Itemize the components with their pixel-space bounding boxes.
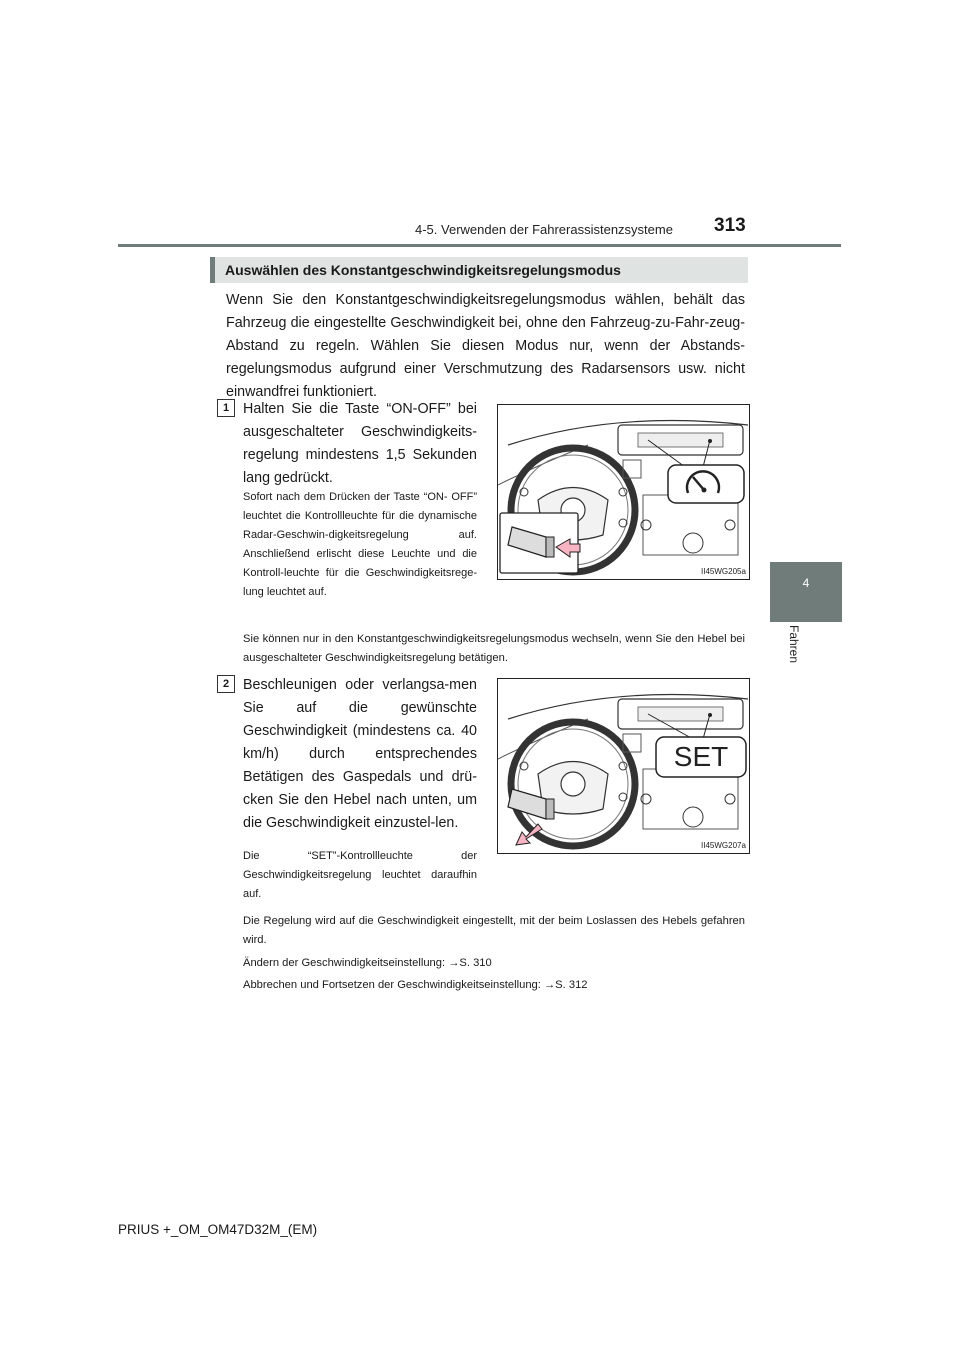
set-callout-text: SET — [673, 741, 729, 772]
step-2-after-note-1: Die Regelung wird auf die Geschwindigkeit eingestellt, mit der beim Loslassen des Hebels gefahren wird. — [243, 915, 745, 946]
step-1-after-note: Sie können nur in den Konstantgeschwindigkeitsregelungsmodus wechseln, wenn Sie den Hebel bei ausgeschalteter Geschwindigkeitsregelung betätigen. — [243, 633, 745, 664]
page-number: 313 — [714, 215, 746, 236]
step-2-note: Die “SET”-Kontrollleuchte der Geschwindigkeitsregelung leuchtet daraufhin auf. — [243, 850, 477, 900]
chapter-tab — [770, 562, 842, 622]
step-2-after-note-2: Ändern der Geschwindigkeitseinstellung: →S. 310 — [243, 957, 492, 969]
dashboard-illustration-1 — [498, 405, 749, 579]
chapter-tab-label: Fahren — [787, 625, 801, 664]
step-1-text: Halten Sie die Taste “ON-OFF” bei ausgeschalteter Geschwindigkeits-regelung mindestens 1,5 Sekunden lang gedrückt. — [243, 401, 477, 486]
step-number-1: 1 — [217, 399, 235, 417]
dashboard-illustration-2 — [498, 679, 749, 853]
running-header-section: 4-5. Verwenden der Fahrerassistenzsysteme — [415, 222, 673, 237]
header-rule — [118, 244, 841, 247]
step-number-2: 2 — [217, 675, 235, 693]
figure-step-1 — [497, 404, 750, 580]
step-1-note: Sofort nach dem Drücken der Taste “ON- OFF” leuchtet die Kontrollleuchte für die dynamische Radar-Geschwin-digkeitsregelung auf. Anschließend erlischt diese Leuchte und die Kontroll-leuchte für die Geschwindigkeitsrege-lung leuchtet auf. — [243, 491, 477, 598]
figure-step-2 — [497, 678, 750, 854]
chapter-tab-number: 4 — [802, 576, 810, 590]
step-2-text: Beschleunigen oder verlangsa-men Sie auf die gewünschte Geschwindigkeit (mindestens ca. 40 km/h) durch entsprechendes Betätigen des Gaspedals und drü-cken Sie den Hebel nach unten, um die Geschwindigkeit einzustel-len. — [243, 677, 477, 831]
step-2-after-note-3: Abbrechen und Fortsetzen der Geschwindigkeitseinstellung: →S. 312 — [243, 979, 588, 991]
figure-id-1: II45WG205a — [701, 567, 746, 576]
section-intro: Wenn Sie den Konstantgeschwindigkeitsregelungsmodus wählen, behält das Fahrzeug die eingestellte Geschwindigkeit bei, ohne den Fahrzeug-zu-Fahr-zeug-Abstand zu regeln. Wählen Sie diesen Modus nur, wenn der Abstands-regelungsmodus aufgrund einer Verschmutzung des Radarsensors usw. nicht einwandfrei funktioniert. — [226, 292, 745, 400]
footer-doc-id: PRIUS +_OM_OM47D32M_(EM) — [118, 1222, 318, 1237]
figure-id-2: II45WG207a — [701, 841, 746, 850]
section-title: Auswählen des Konstantgeschwindigkeitsregelungsmodus — [225, 262, 621, 278]
